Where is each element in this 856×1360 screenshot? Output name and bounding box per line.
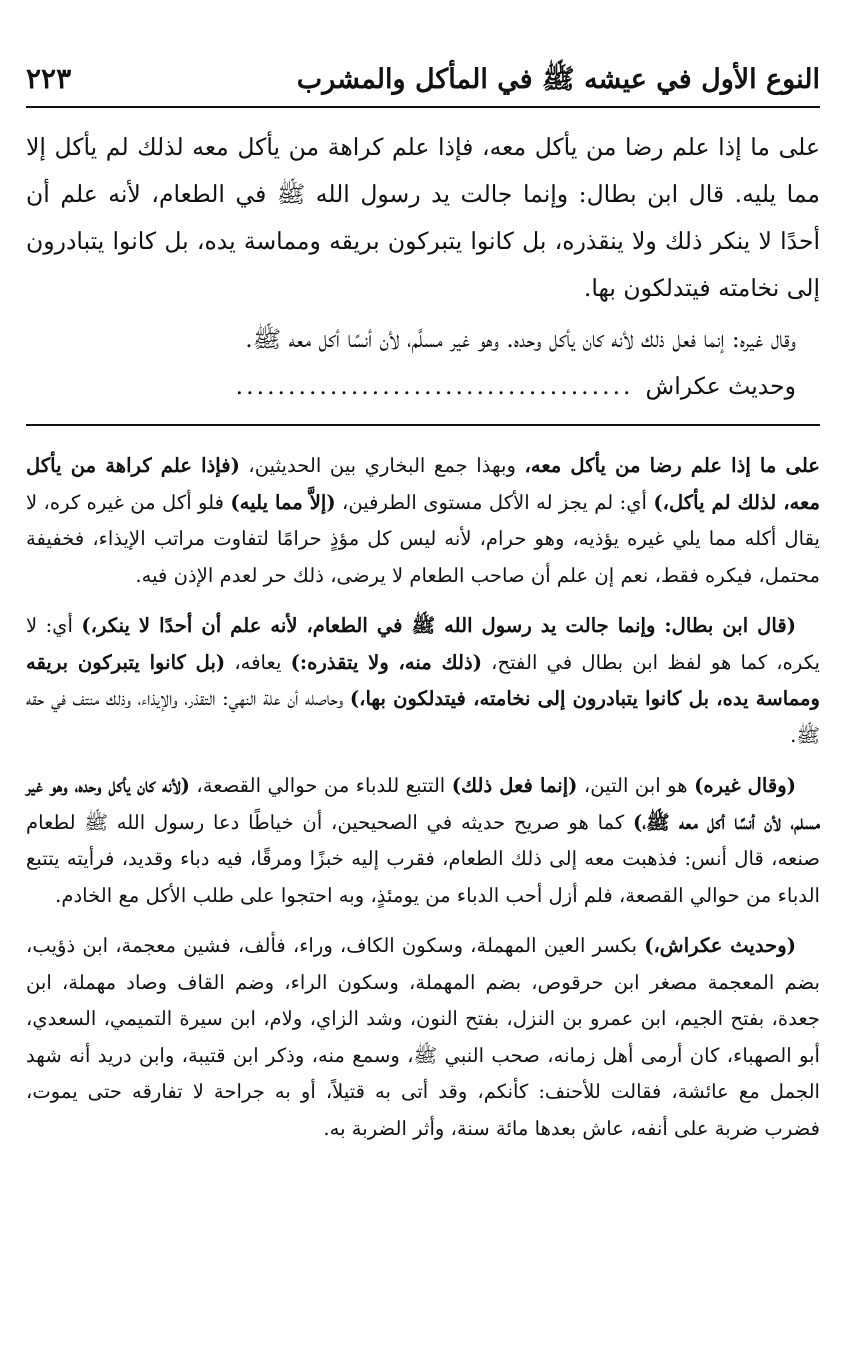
commentary-paragraph xyxy=(26,928,820,1147)
ellipsis-dots: ...................................... xyxy=(235,372,634,400)
matn-continuation-line xyxy=(26,363,820,410)
running-title: النوع الأول في عيشه ﷺ في المأكل والمشرب xyxy=(296,64,820,95)
quoted-text: (فإذا علم كراهة من يأكل معه، لذلك لم يأكل،) xyxy=(26,454,820,514)
quoted-text: (بل كانوا يتبركون بريقه ومماسة يده، بل كانوا يتبادرون إلى نخامته، فيتدلكون بها،) xyxy=(26,650,820,710)
commentary-text: يعافه، xyxy=(225,650,291,674)
commentary-paragraph xyxy=(26,768,820,914)
commentary-text: فلو أكل من غيره كره، لا يقال أكله مما يلي غيره يؤذيه، وهو حرام، لأنه ليس كل مؤذٍ حرامًا لتفاوت مراتب الإيذاء، فخفيفة محتمل، فيكره فقط، نعم إن علم أن صاحب الطعام لا يرضى، ذلك حر لعدم الإذن فيه. xyxy=(26,490,820,587)
commentary-paragraph xyxy=(26,608,820,754)
commentary-text: أي: لم يجز له الأكل مستوى الطرفين، xyxy=(335,490,654,514)
quoted-text: (قال ابن بطال: وإنما جالت يد رسول الله ﷺ في الطعام، لأنه علم أن أحدًا لا ينكر،) xyxy=(81,614,797,637)
commentary-text: وحاصله أن علة النهي: التقذر، والإيذاء، وذلك منتف في حقه ﷺ. xyxy=(26,687,820,747)
quoted-text: (ذلك منه، ولا يتقذره:) xyxy=(290,650,483,674)
book-page xyxy=(26,48,820,1320)
main-text xyxy=(26,124,820,410)
quoted-text: على ما إذا علم رضا من يأكل معه، xyxy=(524,454,820,477)
commentary-text: هو ابن التين، xyxy=(577,774,695,797)
page-number: ٢٢٣ xyxy=(26,62,72,95)
matn-paragraph: وقال غيره: إنما فعل ذلك لأنه كان يأكل وحده. وهو غير مسلَّم، لأن أنسًا أكل معه ﷺ. xyxy=(245,325,796,353)
quoted-text: (وحديث عكراش،) xyxy=(644,934,796,957)
commentary-text: التتبع للدباء من حوالي القصعة، xyxy=(189,774,452,797)
quoted-text: (لأنه كان يأكل وحده، وهو غير مسلم، لأن أنسًا أكل معه ﷺ،) xyxy=(26,774,820,834)
separator-rule xyxy=(26,424,820,426)
commentary-text: أي: لا يكره، كما هو لفظ ابن بطال في الفتح، xyxy=(26,614,820,674)
commentary-text: كما هو صريح حديثه في الصحيحين، أن خياطًا دعا رسول الله ﷺ لطعام صنعه، قال أنس: فذهبت معه إلى ذلك الطعام، فقرب إليه خبزًا ومرقًا، فيه دباء وقديد، فرأيته يتتبع الدباء من حوالي القصعة، فلم أزل أحب الدباء من يومئذٍ، وبه احتجوا على طلب الأكل مع الخادم. xyxy=(26,810,820,907)
commentary-text: بكسر العين المهملة، وسكون الكاف، وراء، فألف، فشين معجمة، ابن ذؤيب، بضم المعجمة مصغر ابن حرقوص، بضم المهملة، وسكون الراء، وضم القاف وصاد مهملة، ابن جعدة، بفتح الجيم، ابن عمرو بن النزل، بفتح النون، وشد الزاي، ولام، ابن سيرة التميمي، السعدي، أبو الصهباء، كان أرمى أهل زمانه، صحب النبي ﷺ، وسمع منه، وذكر ابن قتيبة، وابن دريد أنه شهد الجمل مع عائشة، فقالت للأحنف: كأنكم، وقد أتى به قتيلاً، أو به جراحة لا تفارقه حتى يموت، فضرب ضربة على أنفه، عاش بعدها مائة سنة، وأثر الضربة به. xyxy=(26,934,820,1140)
page-header xyxy=(26,48,820,108)
quoted-text: (وقال غيره) xyxy=(694,774,796,797)
matn-paragraph: على ما إذا علم رضا من يأكل معه، فإذا علم كراهة من يأكل معه لذلك لم يأكل إلا مما يليه. قال ابن بطال: وإنما جالت يد رسول الله ﷺ في الطعام، لأنه علم أن أحدًا لا ينكر ذلك ولا ينقذره، بل كانوا يتبركون بريقه ومماسة يده، بل كانوا يتبادرون إلى نخامته فيتدلكون بها. xyxy=(26,133,820,302)
quoted-text: (إلاَّ مما يليه) xyxy=(230,490,336,514)
quoted-text: (إنما فعل ذلك) xyxy=(451,774,578,797)
commentary-paragraph xyxy=(26,448,820,594)
matn-paragraph: وحديث عكراش xyxy=(645,372,796,400)
commentary-text: وبهذا جمع البخاري بين الحديثين، xyxy=(239,454,525,477)
commentary xyxy=(26,448,820,1147)
